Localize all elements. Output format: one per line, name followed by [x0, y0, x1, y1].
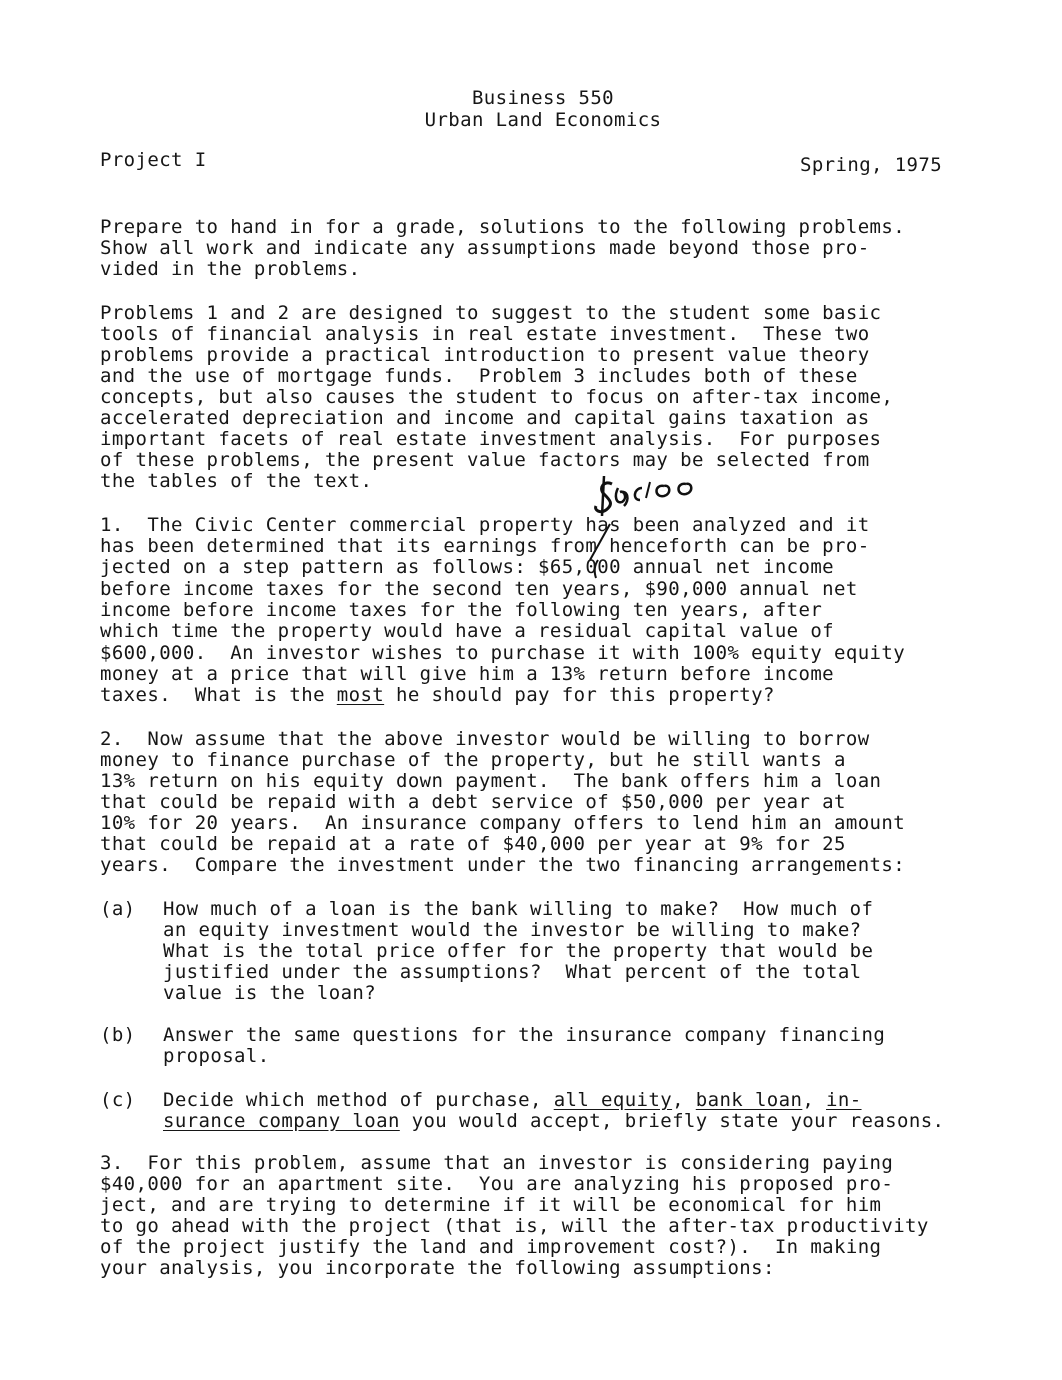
option-all-equity: all equity [553, 1089, 673, 1111]
problem2-line: 13% return on his equity down payment. The bank offers him a loan [100, 770, 882, 792]
problem3-line: $40,000 for an apartment site. You are analyzing his proposed pro- [100, 1173, 894, 1195]
course-title: Business 550 [471, 87, 615, 109]
problem1-line: 1. The Civic Center commercial property has been analyzed and it [100, 514, 870, 536]
problem2-line: 2. Now assume that the above investor would be willing to borrow [100, 728, 870, 750]
intro-p2-line: and the use of mortgage funds. Problem 3 includes both of these [100, 365, 858, 387]
problem1-line: income before income taxes for the following ten years, after [100, 599, 823, 621]
problem2-line: that could be repaid with a debt service of $50,000 per year at [100, 791, 846, 813]
intro-p2-line: problems provide a practical introduction to present value theory [100, 344, 870, 366]
problem1-text: he should pay for this property? [384, 684, 775, 706]
item-b-line: proposal. [163, 1045, 270, 1067]
underlined-emphasis: most [336, 684, 385, 706]
intro-p1-line: Prepare to hand in for a grade, solutions to the following problems. [100, 216, 906, 238]
item-a-line: justified under the assumptions? What percent of the total [163, 961, 862, 983]
intro-p2-line: important facets of real estate investment analysis. For purposes [100, 428, 882, 450]
project-label: Project I [100, 149, 207, 171]
intro-p1-line: Show all work and indicate any assumptions made beyond those pro- [100, 237, 870, 259]
item-b-label: (b) [100, 1024, 136, 1046]
problem2-line: 10% for 20 years. An insurance company offers to lend him an amount [100, 812, 906, 834]
problem3-line: of the project justify the land and improvement cost?). In making [100, 1236, 882, 1258]
problem3-line: to go ahead with the project (that is, will the after-tax productivity [100, 1215, 929, 1237]
problem1-text: taxes. What is the [100, 684, 337, 706]
item-c-line [163, 1111, 944, 1132]
problem3-line: ject, and are trying to determine if it will be economical for him [100, 1194, 882, 1216]
item-b-line: Answer the same questions for the insurance company financing [163, 1024, 886, 1046]
item-c-text: you would accept, briefly state your reasons. [399, 1110, 945, 1132]
course-subject: Urban Land Economics [424, 109, 662, 131]
intro-p2-line: tools of financial analysis in real estate investment. These two [100, 323, 870, 345]
problem1-last-line [100, 685, 775, 706]
item-c-text: , [802, 1089, 827, 1111]
problem2-line: years. Compare the investment under the two financing arrangements: [100, 854, 906, 876]
problem1-line: $600,000. An investor wishes to purchase it with 100% equity equity [100, 642, 906, 664]
option-insurance-loan-end: surance company loan [163, 1110, 400, 1132]
handwritten-annotation [590, 470, 720, 520]
item-c-line [163, 1090, 862, 1111]
item-c-label: (c) [100, 1089, 136, 1111]
problem3-line: your analysis, you incorporate the following assumptions: [100, 1257, 775, 1279]
item-c-text: Decide which method of purchase, [163, 1089, 554, 1111]
intro-p1-line: vided in the problems. [100, 258, 361, 280]
problem3-line: 3. For this problem, assume that an investor is considering paying [100, 1152, 894, 1174]
term-label: Spring, 1975 [800, 154, 943, 176]
item-a-line: value is the loan? [163, 982, 377, 1004]
item-a-label: (a) [100, 898, 136, 920]
problem1-line: which time the property would have a residual capital value of [100, 620, 835, 642]
problem1-line: before income taxes for the second ten years, $90,000 annual net [100, 578, 858, 600]
intro-p2-line: of these problems, the present value factors may be selected from [100, 449, 870, 471]
item-a-line: What is the total price offer for the property that would be [163, 940, 874, 962]
option-bank-loan: bank loan [695, 1089, 803, 1111]
intro-p2-line: Problems 1 and 2 are designed to suggest to the student some basic [100, 302, 882, 324]
problem1-line: has been determined that its earnings from henceforth can be pro- [100, 535, 870, 557]
intro-p2-line: concepts, but also causes the student to focus on after-tax income, [100, 386, 894, 408]
intro-p2-line: accelerated depreciation and income and capital gains taxation as [100, 407, 870, 429]
intro-p2-line: the tables of the text. [100, 470, 373, 492]
problem2-line: that could be repaid at a rate of $40,000 per year at 9% for 25 [100, 833, 846, 855]
item-a-line: an equity investment would the investor be willing to make? [163, 919, 862, 941]
problem1-line: money at a price that will give him a 13% return before income [100, 663, 835, 685]
problem2-line: money to finance purchase of the property, but he still wants a [100, 749, 846, 771]
option-insurance-loan-start: in- [826, 1089, 862, 1111]
problem1-line: jected on a step pattern as follows: $65,000 annual net income [100, 556, 835, 578]
item-c-text: , [672, 1089, 696, 1111]
item-a-line: How much of a loan is the bank willing to make? How much of [163, 898, 874, 920]
